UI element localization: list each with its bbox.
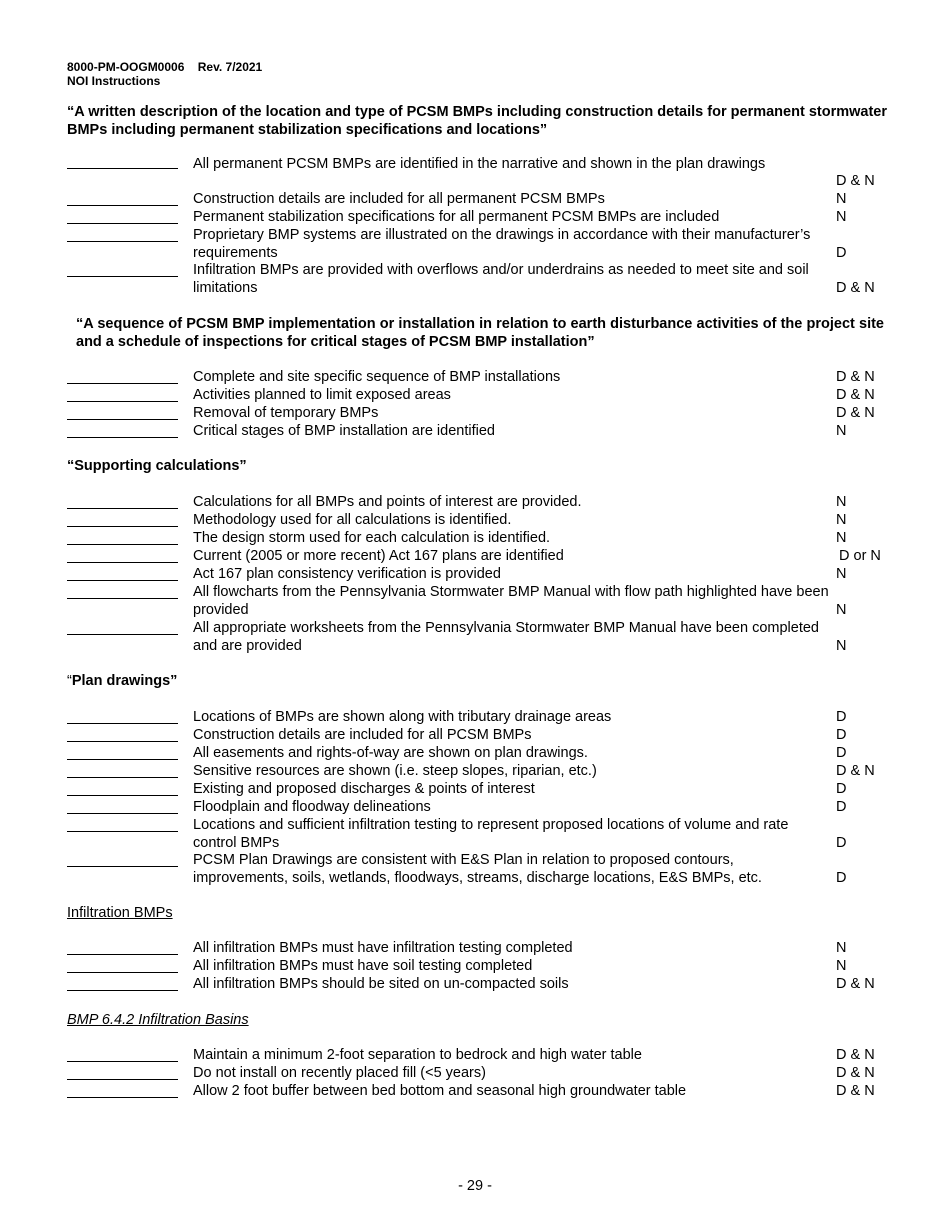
check-blank[interactable] xyxy=(67,741,178,742)
checklist-code: D & N xyxy=(836,405,875,421)
document-id-line xyxy=(67,60,262,74)
checklist-text: Complete and site specific sequence of BMP installations xyxy=(193,369,561,385)
section-heading-plan-drawings xyxy=(67,672,887,690)
checklist-text: Infiltration BMPs are provided with overflows and/or underdrains as needed to meet site and soil limitations xyxy=(193,262,809,296)
checklist-code: D xyxy=(836,870,847,886)
check-blank[interactable] xyxy=(67,383,178,384)
checklist-code: N xyxy=(836,958,847,974)
check-blank[interactable] xyxy=(67,508,178,509)
checklist-row xyxy=(67,1046,887,1064)
checklist-row xyxy=(67,744,887,762)
checklist-text: The design storm used for each calculation is identified. xyxy=(193,530,551,546)
checklist-row xyxy=(67,368,887,386)
checklist-text: Activities planned to limit exposed areas xyxy=(193,387,451,403)
check-blank[interactable] xyxy=(67,1079,178,1080)
checklist-row xyxy=(67,708,887,726)
checklist-row xyxy=(67,155,887,189)
checklist-code: D & N xyxy=(836,1083,875,1099)
checklist-code: D xyxy=(836,745,847,761)
check-blank[interactable] xyxy=(67,634,178,635)
checklist-text: Calculations for all BMPs and points of interest are provided. xyxy=(193,494,582,510)
checklist-row xyxy=(67,565,887,583)
checklist-text: Methodology used for all calculations is identified. xyxy=(193,512,512,528)
checklist-row xyxy=(67,975,887,993)
checklist-row xyxy=(67,547,887,565)
checklist-row xyxy=(67,226,887,261)
check-blank[interactable] xyxy=(67,241,178,242)
checklist-text: Maintain a minimum 2-foot separation to bedrock and high water table xyxy=(193,1047,642,1063)
check-blank[interactable] xyxy=(67,813,178,814)
checklist-text: All permanent PCSM BMPs are identified in the narrative and shown in the plan drawings xyxy=(193,156,766,172)
checklist-text: Do not install on recently placed fill (<5 years) xyxy=(193,1065,486,1081)
checklist-code: D xyxy=(836,709,847,725)
heading-open-quote: “ xyxy=(67,673,72,689)
checklist-code: N xyxy=(836,530,847,546)
check-blank[interactable] xyxy=(67,777,178,778)
checklist-text: All appropriate worksheets from the Pennsylvania Stormwater BMP Manual have been completed and are provided xyxy=(193,620,819,654)
check-blank[interactable] xyxy=(67,580,178,581)
document-subtitle: NOI Instructions xyxy=(67,74,161,88)
checklist-code: D xyxy=(836,245,847,261)
checklist-row xyxy=(67,851,887,886)
checklist-text: Permanent stabilization specifications for all permanent PCSM BMPs are included xyxy=(193,209,720,225)
checklist-row xyxy=(67,583,887,618)
checklist-code: D or N xyxy=(839,548,881,564)
checklist-code: D xyxy=(836,835,847,851)
checklist-row xyxy=(67,726,887,744)
checklist-code: N xyxy=(836,494,847,510)
check-blank[interactable] xyxy=(67,168,178,169)
checklist-row xyxy=(67,493,887,511)
checklist-text: Construction details are included for all permanent PCSM BMPs xyxy=(193,191,605,207)
section-heading-basins: BMP 6.4.2 Infiltration Basins xyxy=(67,1012,249,1028)
check-blank[interactable] xyxy=(67,954,178,955)
section-heading-infiltration: Infiltration BMPs xyxy=(67,905,173,921)
check-blank[interactable] xyxy=(67,562,178,563)
check-blank[interactable] xyxy=(67,598,178,599)
check-blank[interactable] xyxy=(67,526,178,527)
checklist-row xyxy=(67,798,887,816)
checklist-code: N xyxy=(836,602,847,618)
checklist-text: PCSM Plan Drawings are consistent with E&S Plan in relation to proposed contours, improvements, soils, wetlands, floodways, streams, discharge locations, E&S BMPs, etc. xyxy=(193,852,762,886)
checklist-code: N xyxy=(836,940,847,956)
checklist-text: Locations of BMPs are shown along with tributary drainage areas xyxy=(193,709,612,725)
checklist-code: D & N xyxy=(836,173,875,189)
checklist-code: D xyxy=(836,727,847,743)
checklist-text: Floodplain and floodway delineations xyxy=(193,799,431,815)
checklist-code: D & N xyxy=(836,387,875,403)
document-id: 8000-PM-OOGM0006 xyxy=(67,60,185,74)
checklist-row xyxy=(67,386,887,404)
check-blank[interactable] xyxy=(67,866,178,867)
checklist-text: Construction details are included for all PCSM BMPs xyxy=(193,727,532,743)
heading-text: Plan drawings” xyxy=(71,673,178,689)
check-blank[interactable] xyxy=(67,723,178,724)
checklist-text: Allow 2 foot buffer between bed bottom and seasonal high groundwater table xyxy=(193,1083,687,1099)
page-number: - 29 - xyxy=(458,1178,492,1194)
check-blank[interactable] xyxy=(67,437,178,438)
section-heading-description: “A written description of the location and type of PCSM BMPs including construction details for permanent stormwater BMPs including permanent stabilization specifications and locations” xyxy=(67,104,887,138)
checklist-row xyxy=(67,404,887,422)
checklist-text: All infiltration BMPs must have infiltration testing completed xyxy=(193,940,573,956)
checklist-row xyxy=(67,816,887,851)
check-blank[interactable] xyxy=(67,795,178,796)
checklist-row xyxy=(67,422,887,440)
checklist-text: Existing and proposed discharges & points of interest xyxy=(193,781,535,797)
checklist-code: N xyxy=(836,638,847,654)
checklist-row xyxy=(67,1082,887,1100)
checklist-row xyxy=(67,957,887,975)
check-blank[interactable] xyxy=(67,1061,178,1062)
checklist-code: D & N xyxy=(836,976,875,992)
checklist-code: N xyxy=(836,209,847,225)
check-blank[interactable] xyxy=(67,759,178,760)
checklist-code: D & N xyxy=(836,1065,875,1081)
checklist-text: Act 167 plan consistency verification is provided xyxy=(193,566,501,582)
checklist-code: N xyxy=(836,191,847,207)
checklist-code: D & N xyxy=(836,763,875,779)
check-blank[interactable] xyxy=(67,544,178,545)
check-blank[interactable] xyxy=(67,419,178,420)
check-blank[interactable] xyxy=(67,223,178,224)
check-blank[interactable] xyxy=(67,990,178,991)
checklist-row xyxy=(67,261,887,296)
checklist-code: D & N xyxy=(836,369,875,385)
checklist-row xyxy=(67,529,887,547)
checklist-text: All flowcharts from the Pennsylvania Stormwater BMP Manual with flow path highlighted have been provided xyxy=(193,584,829,618)
checklist-row xyxy=(67,190,887,208)
checklist-row xyxy=(67,619,887,654)
checklist-text: Critical stages of BMP installation are identified xyxy=(193,423,495,439)
checklist-text: All infiltration BMPs should be sited on un-compacted soils xyxy=(193,976,569,992)
checklist-text: All easements and rights-of-way are shown on plan drawings. xyxy=(193,745,588,761)
checklist-text: All infiltration BMPs must have soil testing completed xyxy=(193,958,533,974)
checklist-text: Proprietary BMP systems are illustrated on the drawings in accordance with their manufacturer’s requirements xyxy=(193,227,811,261)
checklist-text: Current (2005 or more recent) Act 167 plans are identified xyxy=(193,548,564,564)
check-blank[interactable] xyxy=(67,276,178,277)
checklist-code: N xyxy=(836,423,847,439)
check-blank[interactable] xyxy=(67,831,178,832)
check-blank[interactable] xyxy=(67,401,178,402)
checklist-code: N xyxy=(836,566,847,582)
checklist-text: Removal of temporary BMPs xyxy=(193,405,379,421)
checklist-code: N xyxy=(836,512,847,528)
section-heading-sequence: “A sequence of PCSM BMP implementation or installation in relation to earth disturbance activities of the project site and a schedule of inspections for critical stages of PCSM BMP installation” xyxy=(76,316,884,350)
checklist-row xyxy=(67,511,887,529)
checklist-text: Locations and sufficient infiltration testing to represent proposed locations of volume and rate control BMPs xyxy=(193,817,789,851)
checklist-row xyxy=(67,780,887,798)
checklist-code: D xyxy=(836,799,847,815)
checklist-row xyxy=(67,208,887,226)
checklist-code: D xyxy=(836,781,847,797)
checklist-text: Sensitive resources are shown (i.e. steep slopes, riparian, etc.) xyxy=(193,763,597,779)
checklist-code: D & N xyxy=(836,280,875,296)
section-heading-calculations: “Supporting calculations” xyxy=(67,458,247,474)
check-blank[interactable] xyxy=(67,1097,178,1098)
check-blank[interactable] xyxy=(67,205,178,206)
revision: Rev. 7/2021 xyxy=(197,60,263,74)
checklist-row xyxy=(67,1064,887,1082)
check-blank[interactable] xyxy=(67,972,178,973)
checklist-row xyxy=(67,939,887,957)
checklist-row xyxy=(67,762,887,780)
checklist-code: D & N xyxy=(836,1047,875,1063)
